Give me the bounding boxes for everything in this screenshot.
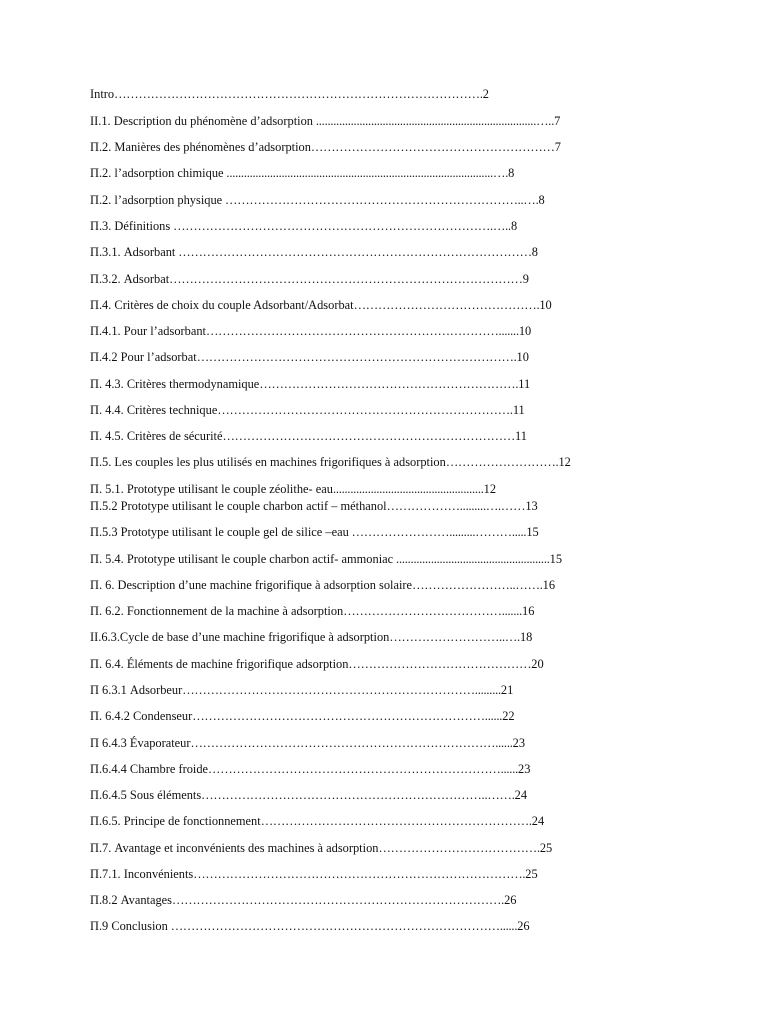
toc-entry-intro (90, 87, 489, 101)
toc-entry-page: 11 (518, 377, 531, 391)
toc-entry-page: 24 (514, 788, 528, 802)
toc-entry-page: 26 (504, 893, 517, 907)
toc-entry (90, 552, 562, 566)
toc-entry-page: 8 (531, 245, 538, 259)
toc-entry-page: 24 (531, 814, 545, 828)
toc-entry-leader: ……………….........….…… (386, 499, 526, 513)
toc-entry-leader: …………………………………………………………………….….. (170, 219, 511, 233)
toc-entry-page: 11 (512, 403, 525, 417)
toc-entry-page: 25 (539, 841, 553, 855)
toc-entry-page: 15 (549, 552, 563, 566)
toc-entry-page: 12 (483, 482, 497, 496)
toc-entry (90, 114, 560, 128)
toc-entry-title: Π. 6.4.2 Condenseur (90, 709, 193, 723)
toc-entry-page: 22 (502, 709, 515, 723)
toc-entry-page: 21 (500, 683, 514, 697)
toc-entry-title: Π.5.3 Prototype utilisant le couple gel de silice –eau (90, 525, 349, 539)
toc-entry (90, 350, 529, 364)
toc-entry-title: Π.4.2 Pour l’adsorbat (90, 350, 197, 364)
toc-entry-page: 20 (531, 657, 544, 671)
toc-entry (90, 525, 539, 539)
toc-entry-title: Π. 6.4. Éléments de machine frigorifique adsorption (90, 657, 349, 671)
toc-entry-title: Π.7. Avantage et inconvénients des machines à adsorption (90, 841, 379, 855)
toc-entry-page: 10 (516, 350, 529, 364)
toc-entry (90, 193, 545, 207)
toc-entry (90, 893, 516, 907)
toc-entry-leader: ……………………………………………………………………. (196, 350, 517, 364)
toc-entry-title: Π. 4.3. Critères thermodynamique (90, 377, 260, 391)
toc-entry-page: 25 (525, 867, 538, 881)
toc-entry-title: Π.3. Définitions (90, 219, 171, 233)
toc-entry (90, 245, 538, 259)
toc-entry-leader: .................................................... (332, 482, 484, 496)
toc-entry (90, 166, 514, 180)
toc-entry (90, 219, 517, 233)
toc-entry (90, 377, 530, 391)
toc-entry-title: Π. 5.1. Prototype utilisant le couple zéolithe- eau (90, 482, 333, 496)
toc-entry-page: 15 (526, 525, 539, 539)
toc-entry-leader: …………………………………. (378, 841, 540, 855)
toc-entry-title: II.6.3.Cycle de base d’une machine frigorifique à adsorption (90, 630, 390, 644)
toc-entry-leader: …………………………………………………… (310, 140, 555, 154)
toc-entry-page: 13 (525, 499, 538, 513)
toc-entry (90, 657, 544, 671)
toc-entry-leader: ………………………………………. (353, 298, 540, 312)
toc-entry (90, 298, 552, 312)
toc-entry-title: Π. 5.4. Prototype utilisant le couple charbon actif- ammoniac (90, 552, 394, 566)
toc-entry-leader: …………………………………....... (343, 604, 523, 618)
toc-entry-page: 11 (515, 429, 527, 443)
toc-entry-page: 10 (539, 298, 552, 312)
toc-entry-leader: …………………………………………………………………………… (169, 272, 523, 286)
toc-entry-page: 8 (510, 219, 518, 233)
toc-entry-page: 26 (517, 919, 530, 933)
toc-entry-leader: ………………………………………………………………………………. (114, 87, 483, 101)
toc-entry-title: Π.2. l’adsorption physique (90, 193, 223, 207)
toc-entry-leader: ………………………………………………………………..…. (222, 193, 539, 207)
toc-entry-title: Π.3.1. Adsorbant (90, 245, 176, 259)
toc-entry-page: 16 (522, 604, 535, 618)
toc-entry-title: Π 6.3.1 Adsorbeur (90, 683, 183, 697)
toc-entry-leader: …………………………………………………………………………… (175, 245, 532, 259)
toc-entry-title: Π.6.4.4 Chambre froide (90, 762, 209, 776)
toc-entry (90, 867, 538, 881)
toc-entry (90, 683, 513, 697)
toc-entry-leader: ............................................................................................…. (223, 166, 509, 180)
toc-entry-page: 23 (512, 736, 526, 750)
toc-entry-leader: ……………………………………………………………… (222, 429, 516, 443)
toc-entry-leader: ............................................................................….. (312, 114, 555, 128)
toc-entry-leader: ………………………………………………………………………. (172, 893, 505, 907)
toc-entry-title: Π.4. Critères de choix du couple Adsorbant/Adsorbat (90, 298, 354, 312)
toc-entry-leader: …………………………………………………………………...... (190, 736, 513, 750)
toc-entry-title: Intro (90, 87, 115, 101)
toc-entry (90, 919, 530, 933)
toc-entry-page: 9 (522, 272, 529, 286)
toc-entry-title: Π.3.2. Adsorbat (90, 272, 170, 286)
toc-entry-page: 12 (558, 455, 571, 469)
toc-entry-leader: ………………………………………………………………....... (205, 324, 519, 338)
toc-entry-title: II.1. Description du phénomène d’adsorption (90, 114, 313, 128)
toc-entry-leader: ………………………………………………………………......... (182, 683, 501, 697)
toc-entry-title: Π. 4.5. Critères de sécurité (90, 429, 223, 443)
toc-entry-page: 2 (482, 87, 489, 101)
toc-entry (90, 403, 525, 417)
toc-entry (90, 709, 515, 723)
toc-entry-leader: ……………………………………………………………..……. (201, 788, 515, 802)
toc-entry (90, 429, 527, 443)
toc-entry-page: 16 (542, 578, 556, 592)
toc-entry-title: Π.2. l’adsorption chimique (90, 166, 224, 180)
toc-entry (90, 482, 496, 496)
toc-entry-leader: …………………………………………………………. (260, 814, 532, 828)
toc-entry-title: Π. 4.4. Critères technique (90, 403, 218, 417)
toc-entry-title: Π.6.4.5 Sous éléments (90, 788, 202, 802)
toc-entry (90, 814, 544, 828)
toc-entry (90, 455, 571, 469)
toc-entry (90, 604, 534, 618)
toc-entry-leader: ………………………………………………………. (259, 377, 519, 391)
toc-entry-leader: ..................................................... (393, 552, 550, 566)
toc-entry-leader: ………………………………………………………………...... (208, 762, 518, 776)
toc-entry-leader: ………………………………………………………………...... (192, 709, 503, 723)
toc-entry-leader: ………………………. (445, 455, 559, 469)
toc-entry-title: Π.8.2 Avantages (90, 893, 173, 907)
toc-entry-title: Π 6.4.3 Évaporateur (90, 736, 191, 750)
toc-entry-title: Π.7.1. Inconvénients (90, 867, 194, 881)
toc-entry (90, 140, 561, 154)
toc-entry-page: 23 (518, 762, 531, 776)
toc-entry-page: 7 (554, 114, 561, 128)
toc-entry-page: 8 (538, 193, 545, 207)
toc-entry-leader: ………………………..…. (389, 630, 520, 644)
toc-entry-page: 8 (508, 166, 515, 180)
toc-entry-title: Π. 6. Description d’une machine frigorifique à adsorption solaire (90, 578, 413, 592)
toc-entry (90, 788, 527, 802)
toc-entry (90, 272, 529, 286)
toc-entry (90, 736, 525, 750)
toc-entry (90, 578, 555, 592)
toc-entry-leader: ………………………………………………………………………. (193, 867, 526, 881)
toc-entry-page: 7 (554, 140, 561, 154)
toc-entry (90, 841, 552, 855)
toc-entry-leader: ……………………..……. (412, 578, 543, 592)
toc-entry-leader: …………………….........………..... (348, 525, 527, 539)
toc-entry-leader: ………………………………………………………………. (217, 403, 513, 417)
toc-entry-page: 18 (519, 630, 533, 644)
toc-entry-title: Π.6.5. Principe de fonctionnement (90, 814, 261, 828)
toc-entry-leader: ………………………………………………………………………...... (167, 919, 518, 933)
toc-entry-leader: ……………………………………… (348, 657, 532, 671)
toc-entry-title: Π.4.1. Pour l’adsorbant (90, 324, 206, 338)
toc-entry (90, 630, 532, 644)
toc-entry-title: Π.5. Les couples les plus utilisés en machines frigorifiques à adsorption (90, 455, 446, 469)
toc-entry-title: Π. 6.2. Fonctionnement de la machine à adsorption (90, 604, 344, 618)
toc-entry-title: Π.2. Manières des phénomènes d’adsorption (90, 140, 311, 154)
toc-entry-title: Π.5.2 Prototype utilisant le couple charbon actif – méthanol (90, 499, 387, 513)
toc-entry-title: Π.9 Conclusion (90, 919, 168, 933)
toc-entry (90, 762, 530, 776)
toc-entry (90, 324, 531, 338)
toc-entry (90, 499, 538, 513)
toc-entry-page: 10 (518, 324, 532, 338)
